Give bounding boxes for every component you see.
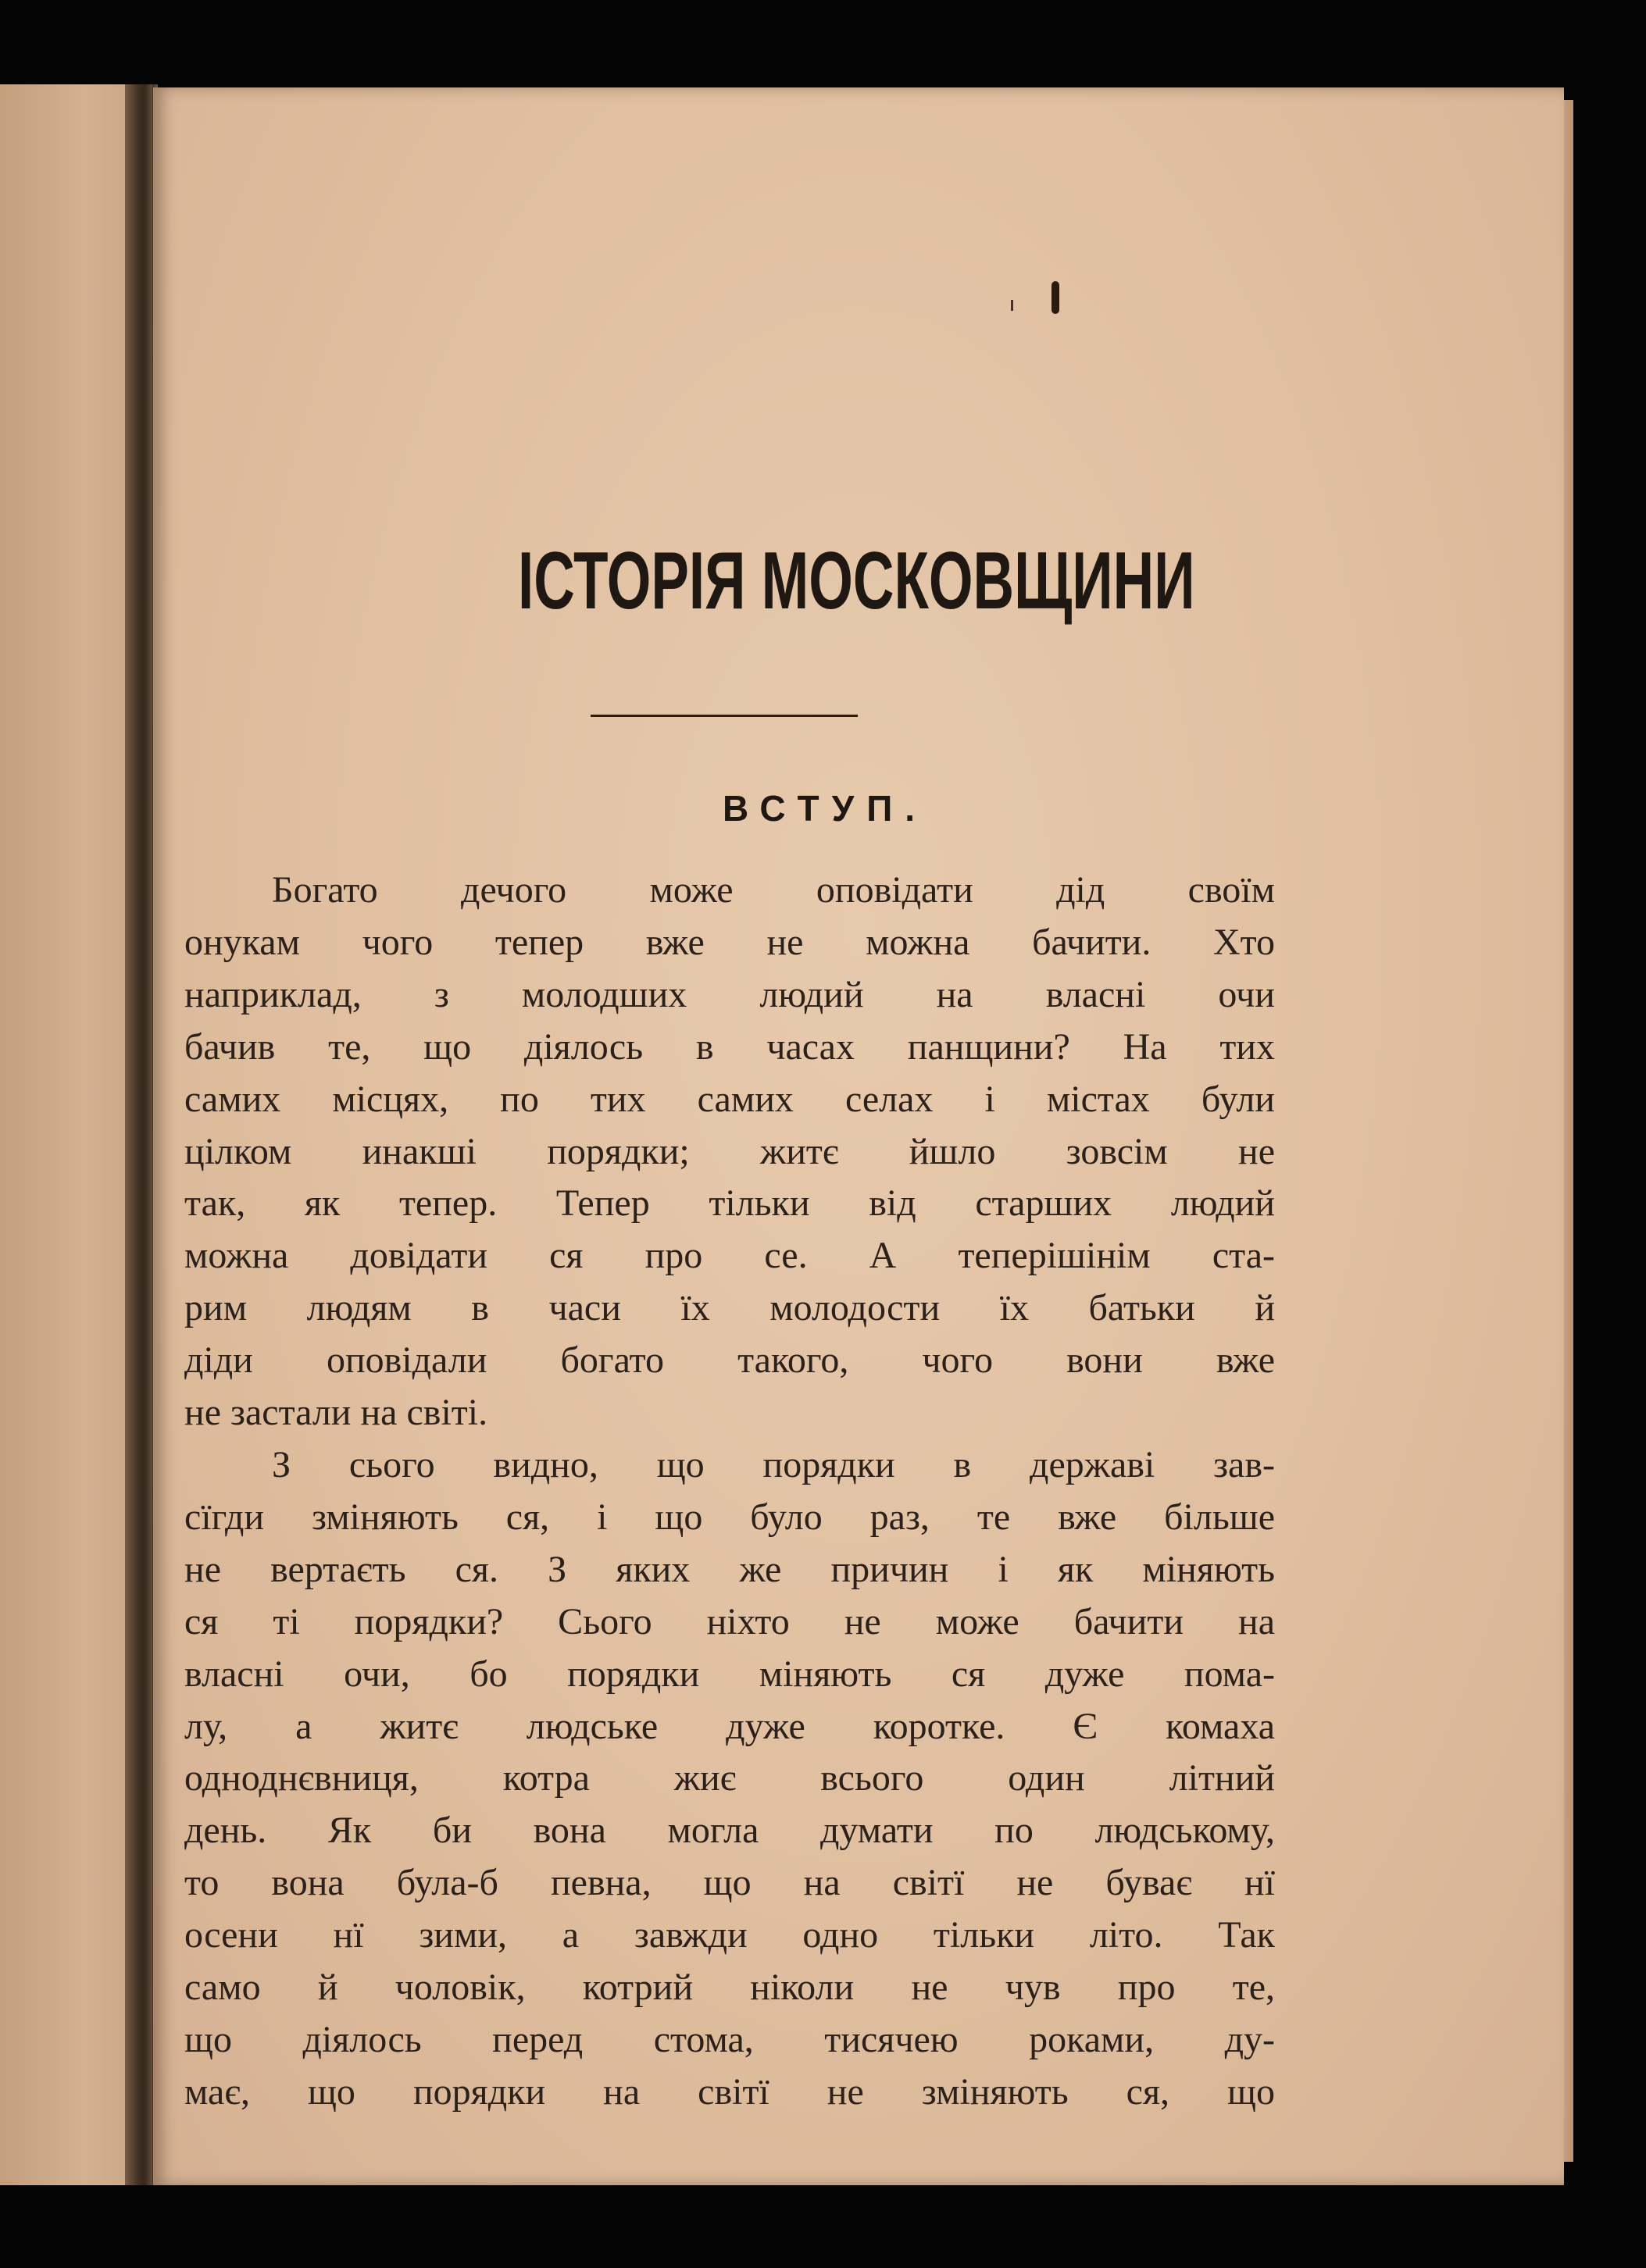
book-title: ІСТОРІЯ МОСКОВЩИНИ bbox=[518, 536, 1195, 626]
text-line: сїгди зміняють ся, і що було раз, те вже більше bbox=[184, 1496, 1275, 1538]
text-line: онукам чого тепер вже не можна бачити. Хто bbox=[184, 921, 1275, 963]
text-line: день. Як би вона могла думати по людському, bbox=[184, 1810, 1275, 1852]
text-line: Богато дечого може оповідати дід своїм bbox=[272, 869, 1275, 911]
text-line: можна довідати ся про се. А теперішінім ста- bbox=[184, 1235, 1275, 1277]
text-line: одноднєвниця, котра жиє всього один літний bbox=[184, 1757, 1275, 1799]
page-marker-tick bbox=[1011, 300, 1013, 311]
body-text bbox=[184, 865, 1275, 2119]
paragraph-2 bbox=[184, 1439, 1275, 2119]
text-line: не вертаєть ся. З яких же причин і як міняють bbox=[184, 1548, 1275, 1590]
paragraph-1 bbox=[184, 865, 1275, 1439]
text-line: осени нї зими, а завжди одно тільки літо. Так bbox=[184, 1914, 1275, 1956]
text-line: само й чоловік, котрий ніколи не чув про те, bbox=[184, 1967, 1275, 2009]
page bbox=[153, 87, 1564, 2185]
text-line: має, що порядки на світї не зміняють ся, що bbox=[184, 2070, 1275, 2113]
text-line: то вона була-б певна, що на світї не буває нї bbox=[184, 1862, 1275, 1904]
page-marker bbox=[1052, 281, 1059, 314]
text-line: цілком инакші порядки; житє йшло зовсім не bbox=[184, 1130, 1275, 1172]
text-line: лу, а житє людське дуже коротке. Є комаха bbox=[184, 1705, 1275, 1747]
text-line: не застали на світі. bbox=[184, 1392, 488, 1434]
text-line: самих місцях, по тих самих селах і містах були bbox=[184, 1078, 1275, 1120]
text-line: З сього видно, що порядки в державі зав- bbox=[272, 1443, 1275, 1485]
text-line: діди оповідали богато такого, чого вони вже bbox=[184, 1339, 1275, 1382]
text-line: бачив те, що діялось в часах панщини? На тих bbox=[184, 1025, 1275, 1068]
text-line: що діялось перед стома, тисячею роками, ду- bbox=[184, 2018, 1275, 2060]
section-heading: ВСТУП. bbox=[722, 788, 928, 829]
text-line: власні очи, бо порядки міняють ся дуже пома- bbox=[184, 1653, 1275, 1695]
text-line: ся ті порядки? Сього ніхто не може бачити на bbox=[184, 1600, 1275, 1642]
text-line: так, як тепер. Тепер тільки від старших людий bbox=[184, 1182, 1275, 1225]
text-line: наприклад, з молодших людий на власні очи bbox=[184, 973, 1275, 1015]
title-rule bbox=[591, 715, 858, 717]
text-line: рим людям в часи їх молодости їх батьки й bbox=[184, 1287, 1275, 1329]
